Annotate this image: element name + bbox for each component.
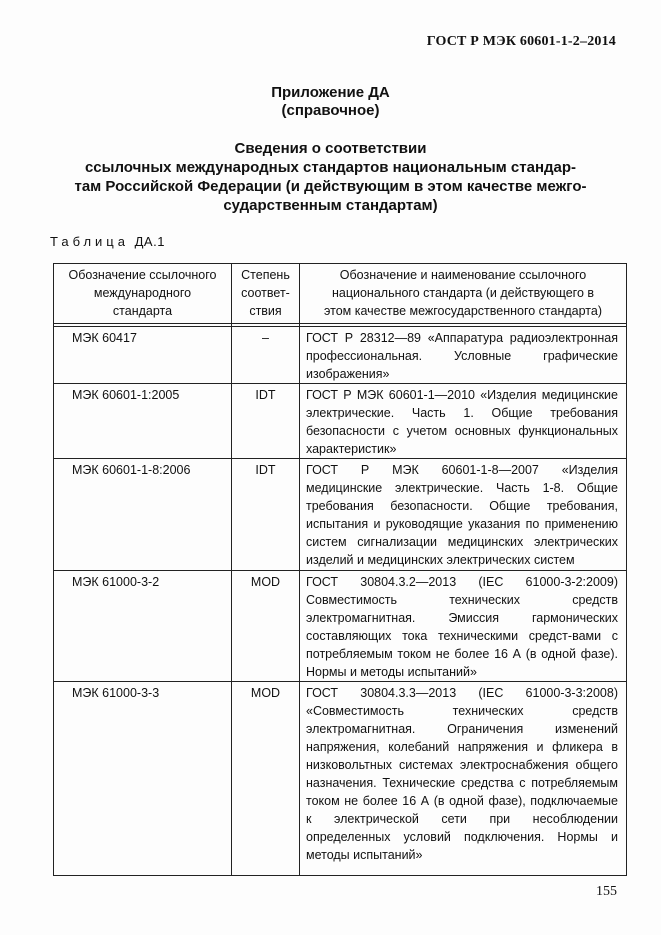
cell-international: МЭК 60601-1:2005: [54, 384, 232, 459]
cell-national: ГОСТ Р МЭК 60601-1—2010 «Изделия медицинские электрические. Часть 1. Общие требования безопасности с учетом основных функциональных характеристик»: [300, 384, 627, 459]
annex-title: Приложение ДА: [271, 84, 390, 101]
cell-international: МЭК 61000-3-3: [54, 682, 232, 876]
document-code: ГОСТ Р МЭК 60601-1-2–2014: [426, 34, 616, 49]
cell-national: ГОСТ Р 28312—89 «Аппаратура радиоэлектронная профессиональная. Условные графические изображения»: [300, 327, 627, 384]
cell-degree: IDT: [232, 459, 300, 571]
header-line: международного: [93, 286, 192, 300]
table-row: [54, 459, 627, 571]
page-number: 155: [596, 884, 617, 899]
heading-line: ссылочных международных стандартов национальным стандар-: [84, 159, 577, 176]
heading-line: Сведения о соответствии: [234, 140, 427, 157]
header-international-standard: [54, 264, 232, 324]
header-line: национального стандарта (и действующего в: [331, 286, 595, 300]
correspondence-table: [53, 263, 627, 876]
section-heading: [70, 139, 591, 215]
header-line: соответ-: [241, 286, 290, 300]
annex-subtitle: (справочное): [281, 102, 380, 119]
cell-national: ГОСТ 30804.3.3—2013 (IEC 61000-3-3:2008) «Совместимость технических средств электромагнитная. Ограничения изменений напряжения, колебаний напряжения и фликера в низковольтных системах электроснабжения общего назначения. Технические средства с потребляемым током не более 16 А (в одной фазе), подключаемые к электрической сети при несоблюдении определенных условий подключения. Нормы и методы испытаний»: [300, 682, 627, 876]
cell-degree: MOD: [232, 571, 300, 682]
header-line: этом качестве межгосударственного стандарта): [324, 304, 602, 318]
table-row: [54, 571, 627, 682]
table-row: [54, 384, 627, 459]
header-line: Степень: [241, 268, 290, 282]
table-caption: [50, 234, 165, 249]
header-line: Обозначение и наименование ссылочного: [339, 268, 587, 282]
table-row: [54, 682, 627, 876]
heading-line: там Российской Федерации (и действующим в этом качестве межго-: [74, 178, 587, 195]
cell-degree: –: [232, 327, 300, 384]
table-caption-word: Таблица: [50, 234, 129, 249]
cell-degree: MOD: [232, 682, 300, 876]
header-line: Обозначение ссылочного: [68, 268, 217, 282]
cell-international: МЭК 61000-3-2: [54, 571, 232, 682]
header-line: ствия: [249, 304, 282, 318]
header-national-standard: [300, 264, 627, 324]
cell-national: ГОСТ 30804.3.2—2013 (IEC 61000-3-2:2009) Совместимость технических средств электромагнитная. Эмиссия гармонических составляющих тока техническими средст-вами с потребляемым током не более 16 А (в одной фазе). Нормы и методы испытаний»: [300, 571, 627, 682]
cell-degree: IDT: [232, 384, 300, 459]
cell-international: МЭК 60601-1-8:2006: [54, 459, 232, 571]
header-line: стандарта: [112, 304, 173, 318]
cell-international: МЭК 60417: [54, 327, 232, 384]
header-degree: [232, 264, 300, 324]
table-caption-number: ДА.1: [134, 234, 165, 249]
heading-line: сударственным стандартам): [223, 197, 438, 214]
table-header-row: [54, 264, 627, 324]
table-row: [54, 327, 627, 384]
cell-national: ГОСТ Р МЭК 60601-1-8—2007 «Изделия медицинские электрические. Часть 1-8. Общие требования безопасности. Общие требования, испытания и руководящие указания по применению систем сигнализации медицинских электрических изделий и медицинских электрических систем: [300, 459, 627, 571]
